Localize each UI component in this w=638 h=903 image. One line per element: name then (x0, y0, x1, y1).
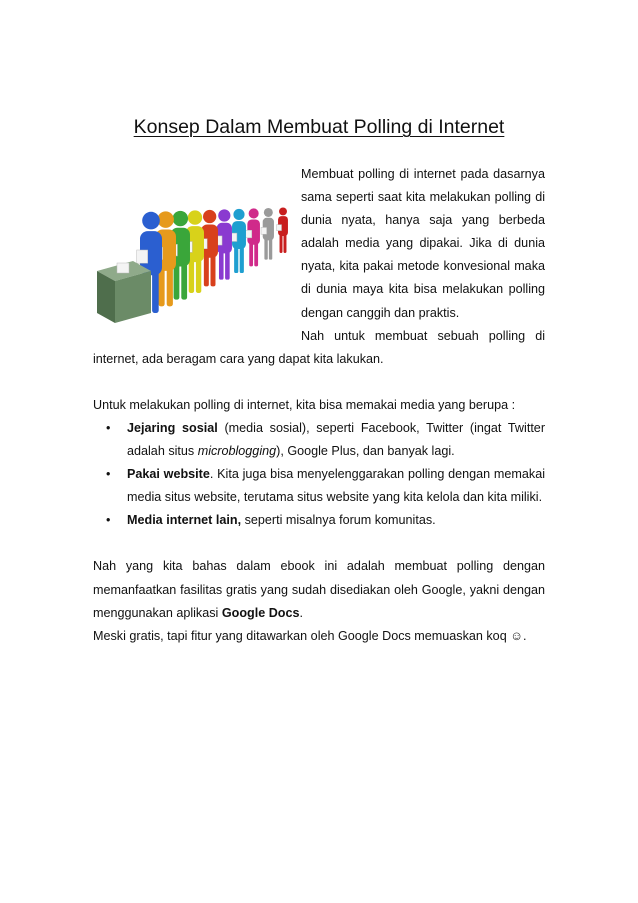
spacer (93, 532, 545, 555)
list-item-text: . Kita juga bisa menyelenggarakan polling dengan memakai media situs website, terutama situs website yang kita kelola dan kita miliki. (127, 467, 545, 505)
list-item-italic: microblogging (197, 444, 277, 459)
spacer (93, 371, 545, 394)
person-figure (230, 209, 246, 273)
person-figure (277, 207, 288, 253)
bullet-icon: • (106, 420, 111, 435)
list-item (93, 417, 545, 463)
list-item-text: (media sosial), seperti Facebook, Twitter (ingat Twitter adalah situs (127, 420, 546, 459)
document-body (93, 163, 545, 648)
page-title: Konsep Dalam Membuat Polling di Internet (133, 116, 505, 138)
ballot-box-icon (97, 261, 151, 323)
list-item-bold: Jejaring sosial (127, 420, 218, 435)
person-figure (245, 208, 259, 266)
closing-bold: Google Docs (221, 605, 300, 620)
list-intro: Untuk melakukan polling di internet, kita bisa memakai media yang berupa : (93, 397, 516, 412)
bullet-icon: • (106, 467, 111, 482)
voting-illustration (93, 163, 293, 325)
list-item-text: ), Google Plus, dan banyak lagi. (276, 444, 455, 459)
final-line: Meski gratis, tapi fitur yang ditawarkan oleh Google Docs memuaskan koq ☺. (93, 628, 527, 643)
media-list (93, 417, 545, 532)
intro-paragraph-2 (93, 325, 545, 371)
intro-paragraph-1: Membuat polling di internet pada dasarnya sama seperti saat kita melakukan polling di dunia nyata, hanya saja yang berbeda adalah media yang dipakai. Jika di dunia nyata, kita pakai metode konvesional maka di dunia maya kita bisa melakukan polling dengan canggih dan praktis. (301, 167, 545, 320)
voting-people-queue-icon (93, 163, 293, 329)
closing-paragraph (93, 555, 545, 624)
list-item (93, 463, 545, 509)
list-item-bold: Pakai website (127, 467, 210, 482)
bullet-icon: • (106, 513, 111, 528)
closing-text: Nah yang kita bahas dalam ebook ini adalah membuat polling dengan memanfaatkan fasilitas gratis yang sudah disediakan oleh Google, yakni dengan menggunakan aplikasi (93, 559, 545, 620)
person-figure (261, 208, 274, 260)
list-item-bold: Media internet lain, (127, 513, 242, 528)
intro-paragraph-2-text: Nah untuk membuat sebuah polling di internet, ada beragam cara yang dapat kita lakukan. (93, 328, 545, 366)
list-item (93, 509, 545, 532)
list-item-text: seperti misalnya forum komunitas. (241, 513, 436, 528)
closing-text: . (299, 605, 303, 620)
